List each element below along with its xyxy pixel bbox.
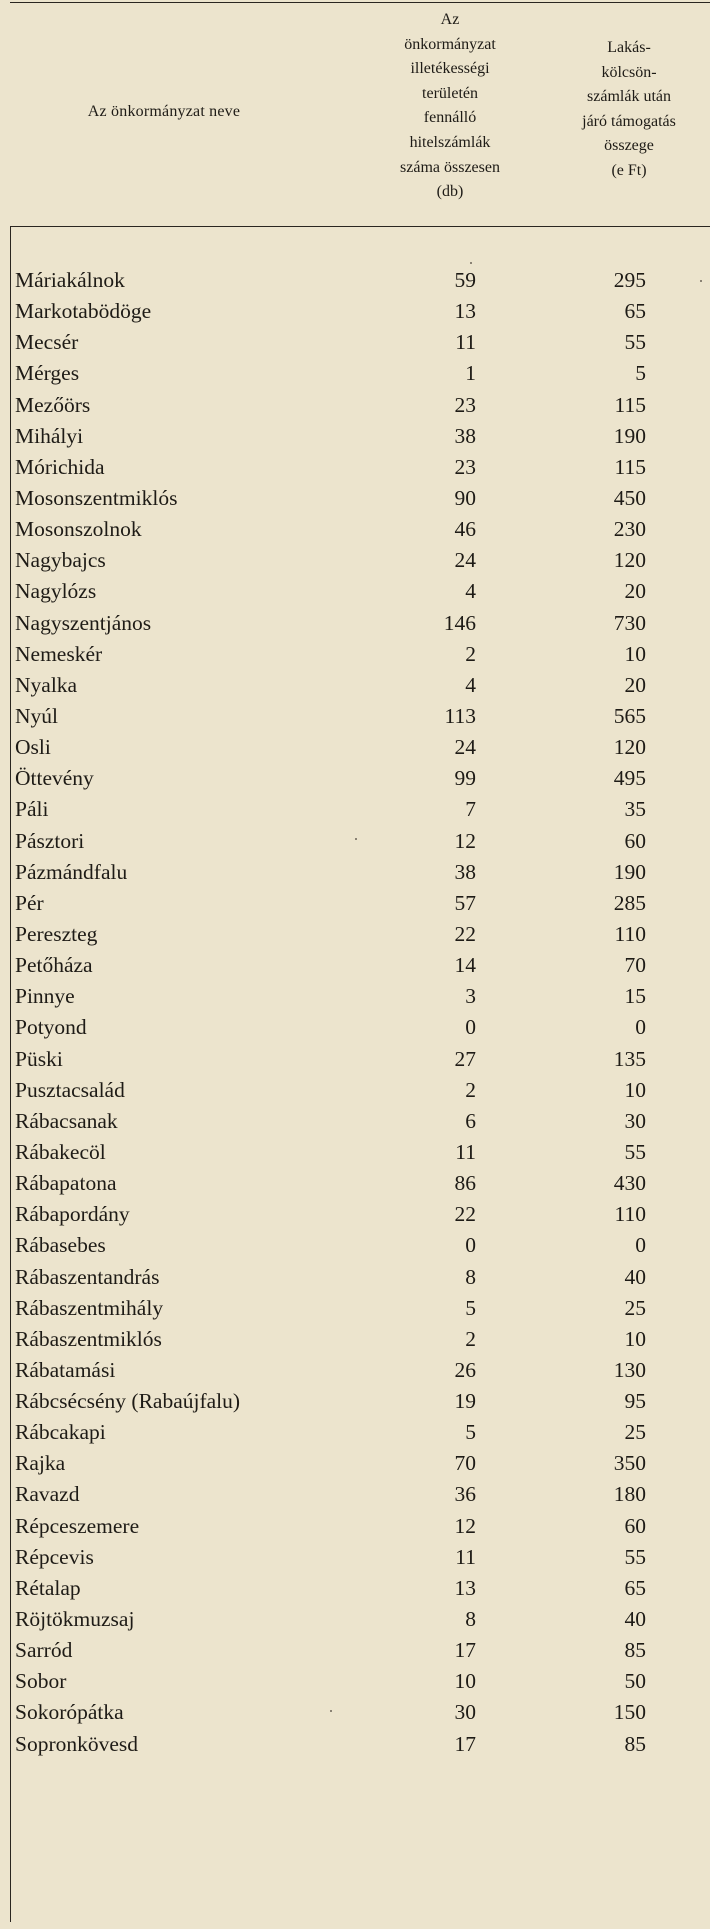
support-amount: 60 <box>624 1513 646 1538</box>
table-row <box>0 1137 710 1168</box>
header-line: Az <box>440 11 460 28</box>
table-row <box>0 265 710 296</box>
municipality-name: Rábapordány <box>15 1202 130 1227</box>
support-amount: 110 <box>614 1202 646 1227</box>
table-row <box>0 358 710 389</box>
table-row <box>0 327 710 358</box>
municipality-name: Rábasebes <box>15 1233 106 1258</box>
table-row <box>0 670 710 701</box>
support-amount: 565 <box>613 703 646 728</box>
header-count-column <box>360 8 540 205</box>
municipality-name: Osli <box>15 735 51 760</box>
table-row <box>0 732 710 763</box>
support-amount: 55 <box>624 1139 646 1164</box>
account-count: 1 <box>465 361 476 386</box>
account-count: 22 <box>454 921 476 946</box>
account-count: 22 <box>454 1202 476 1227</box>
support-amount: 730 <box>613 610 646 635</box>
table-row <box>0 1230 710 1261</box>
municipality-name: Potyond <box>15 1015 87 1040</box>
support-amount: 130 <box>613 1357 646 1382</box>
municipality-name: Mecsér <box>15 330 79 355</box>
municipality-name: Sopronkövesd <box>15 1731 139 1756</box>
municipality-name: Mosonszentmiklós <box>15 485 178 510</box>
table-row <box>0 1293 710 1324</box>
municipality-name: Pér <box>15 890 44 915</box>
account-count: 24 <box>454 548 476 573</box>
account-count: 23 <box>454 392 476 417</box>
account-count: 17 <box>454 1731 476 1756</box>
municipality-name: Öttevény <box>15 766 94 791</box>
header-line: számlák után <box>587 88 671 106</box>
support-amount: 55 <box>624 1544 646 1569</box>
table-row <box>0 826 710 857</box>
support-amount: 10 <box>624 641 646 666</box>
account-count: 26 <box>454 1357 476 1382</box>
table-row <box>0 1199 710 1230</box>
support-amount: 65 <box>624 1575 646 1600</box>
account-count: 27 <box>454 1046 476 1071</box>
support-amount: 10 <box>624 1077 646 1102</box>
table-row <box>0 1448 710 1479</box>
table-row <box>0 1697 710 1728</box>
municipality-name: Mérges <box>15 361 80 386</box>
support-amount: 115 <box>614 454 646 479</box>
table-row <box>0 452 710 483</box>
table-row <box>0 1417 710 1448</box>
header-line: hitelszámlák <box>409 133 491 151</box>
account-count: 4 <box>465 579 476 604</box>
municipality-name: Nyúl <box>15 703 58 728</box>
table-row <box>0 701 710 732</box>
table-row <box>0 1542 710 1573</box>
account-count: 70 <box>454 1451 476 1476</box>
account-count: 38 <box>454 423 476 448</box>
account-count: 2 <box>465 1077 476 1102</box>
table-row <box>0 1262 710 1293</box>
account-count: 23 <box>454 454 476 479</box>
municipality-name: Markotabödöge <box>15 299 152 324</box>
account-count: 19 <box>454 1389 476 1414</box>
account-count: 36 <box>454 1482 476 1507</box>
municipality-name: Röjtökmuzsaj <box>15 1607 135 1632</box>
municipality-name: Rábaszentandrás <box>15 1264 160 1289</box>
table-row <box>0 1729 710 1760</box>
support-amount: 35 <box>624 797 646 822</box>
support-amount: 30 <box>624 1108 646 1133</box>
table-row <box>0 1355 710 1386</box>
municipality-name: Rétalap <box>15 1575 81 1600</box>
paper-speck <box>470 262 472 264</box>
header-amount-column <box>548 36 710 184</box>
support-amount: 60 <box>624 828 646 853</box>
municipality-name: Máriakálnok <box>15 268 125 292</box>
support-amount: 120 <box>613 548 646 573</box>
account-count: 8 <box>465 1607 476 1632</box>
support-amount: 450 <box>613 485 646 510</box>
header-line: (e Ft) <box>611 161 647 179</box>
support-amount: 50 <box>624 1669 646 1694</box>
header-rule <box>10 226 710 227</box>
municipality-name: Mórichida <box>15 454 105 479</box>
account-count: 7 <box>465 797 476 822</box>
table-body <box>0 265 710 1760</box>
header-name-column: Az önkormányzat neve <box>87 103 241 120</box>
table-row <box>0 919 710 950</box>
table-row <box>0 1324 710 1355</box>
support-amount: 0 <box>635 1233 646 1258</box>
account-count: 17 <box>454 1638 476 1663</box>
account-count: 99 <box>454 766 476 791</box>
table-row <box>0 1168 710 1199</box>
municipality-name: Rábatamási <box>15 1357 116 1382</box>
header-line: fennálló <box>423 109 477 127</box>
support-amount: 85 <box>624 1638 646 1663</box>
municipality-name: Répceszemere <box>15 1513 140 1538</box>
account-count: 38 <box>454 859 476 884</box>
table-row <box>0 1012 710 1043</box>
account-count: 10 <box>454 1669 476 1694</box>
account-count: 6 <box>465 1108 476 1133</box>
table-row <box>0 763 710 794</box>
support-amount: 135 <box>613 1046 646 1071</box>
header-line: kölcsön- <box>601 63 657 81</box>
account-count: 11 <box>455 1544 476 1569</box>
support-amount: 25 <box>624 1420 646 1445</box>
municipality-name: Páli <box>15 797 49 822</box>
account-count: 5 <box>465 1420 476 1445</box>
table-row <box>0 390 710 421</box>
table-row <box>0 639 710 670</box>
municipality-name: Petőháza <box>15 953 93 978</box>
table-row <box>0 1386 710 1417</box>
account-count: 2 <box>465 641 476 666</box>
table-row <box>0 514 710 545</box>
support-amount: 40 <box>624 1607 646 1632</box>
municipality-name: Mosonszolnok <box>15 517 142 542</box>
table-header <box>0 8 710 226</box>
account-count: 46 <box>454 517 476 542</box>
header-line: száma összesen <box>400 158 500 176</box>
table-row <box>0 950 710 981</box>
support-amount: 40 <box>624 1264 646 1289</box>
municipality-name: Rábaszentmihály <box>15 1295 164 1320</box>
account-count: 0 <box>465 1233 476 1258</box>
support-amount: 15 <box>624 984 646 1009</box>
municipality-name: Ravazd <box>15 1482 80 1507</box>
municipality-name: Mihályi <box>15 423 84 448</box>
table-row <box>0 1573 710 1604</box>
table-row <box>0 421 710 452</box>
municipality-name: Rábaszentmiklós <box>15 1326 162 1351</box>
table-row <box>0 1479 710 1510</box>
support-amount: 70 <box>624 953 646 978</box>
support-amount: 190 <box>613 423 646 448</box>
account-count: 86 <box>454 1171 476 1196</box>
account-count: 146 <box>443 610 476 635</box>
account-count: 3 <box>465 984 476 1009</box>
paper-speck <box>355 838 357 840</box>
support-amount: 25 <box>624 1295 646 1320</box>
table-row <box>0 1635 710 1666</box>
municipality-name: Répcevis <box>15 1544 94 1569</box>
paper-speck <box>700 280 702 282</box>
municipality-name: Pusztacsalád <box>15 1077 125 1102</box>
table-row <box>0 1511 710 1542</box>
account-count: 11 <box>455 1139 476 1164</box>
municipality-name: Rábakecöl <box>15 1139 106 1164</box>
support-amount: 350 <box>613 1451 646 1476</box>
account-count: 57 <box>454 890 476 915</box>
municipality-name: Sobor <box>15 1669 67 1694</box>
account-count: 12 <box>454 1513 476 1538</box>
support-amount: 285 <box>613 890 646 915</box>
account-count: 4 <box>465 672 476 697</box>
municipality-name: Sarród <box>15 1638 73 1663</box>
table-row <box>0 483 710 514</box>
support-amount: 55 <box>624 330 646 355</box>
support-amount: 120 <box>613 735 646 760</box>
account-count: 59 <box>454 268 476 292</box>
table-row <box>0 1075 710 1106</box>
account-count: 14 <box>454 953 476 978</box>
municipality-name: Nemeskér <box>15 641 103 666</box>
account-count: 24 <box>454 735 476 760</box>
support-amount: 85 <box>624 1731 646 1756</box>
table-row <box>0 857 710 888</box>
support-amount: 20 <box>624 672 646 697</box>
support-amount: 190 <box>613 859 646 884</box>
top-rule <box>10 2 710 3</box>
header-line: összege <box>604 137 654 155</box>
municipality-name: Mezőörs <box>15 392 91 417</box>
table-row <box>0 1604 710 1635</box>
support-amount: 150 <box>613 1700 646 1725</box>
account-count: 113 <box>444 703 476 728</box>
table-row <box>0 794 710 825</box>
support-amount: 230 <box>613 517 646 542</box>
table-row <box>0 1044 710 1075</box>
support-amount: 5 <box>635 361 646 386</box>
table-row <box>0 576 710 607</box>
header-line: illetékességi <box>410 60 490 78</box>
header-line: járó támogatás <box>582 112 676 130</box>
table-row <box>0 981 710 1012</box>
table-row <box>0 1106 710 1137</box>
support-amount: 0 <box>635 1015 646 1040</box>
table-row <box>0 608 710 639</box>
municipality-name: Nagyszentjános <box>15 610 152 635</box>
account-count: 8 <box>465 1264 476 1289</box>
support-amount: 295 <box>613 268 646 292</box>
account-count: 12 <box>454 828 476 853</box>
municipality-name: Sokorópátka <box>15 1700 124 1725</box>
account-count: 30 <box>454 1700 476 1725</box>
municipality-name: Pásztori <box>15 828 85 853</box>
support-amount: 110 <box>614 921 646 946</box>
paper-speck <box>330 1710 332 1712</box>
municipality-name: Nyalka <box>15 672 78 697</box>
support-amount: 430 <box>613 1171 646 1196</box>
table-row <box>0 296 710 327</box>
municipality-name: Nagylózs <box>15 579 97 604</box>
account-count: 13 <box>454 299 476 324</box>
municipality-name: Pázmándfalu <box>15 859 128 884</box>
account-count: 11 <box>455 330 476 355</box>
municipality-name: Rábcakapi <box>15 1420 106 1445</box>
support-amount: 495 <box>613 766 646 791</box>
account-count: 5 <box>465 1295 476 1320</box>
support-amount: 95 <box>624 1389 646 1414</box>
header-line: területén <box>422 84 478 102</box>
municipality-name: Rábapatona <box>15 1171 117 1196</box>
account-count: 0 <box>465 1015 476 1040</box>
account-count: 13 <box>454 1575 476 1600</box>
account-count: 2 <box>465 1326 476 1351</box>
municipality-name: Rábacsanak <box>15 1108 118 1133</box>
municipality-name: Pinnye <box>15 984 75 1009</box>
support-amount: 180 <box>613 1482 646 1507</box>
support-amount: 20 <box>624 579 646 604</box>
municipality-name: Rajka <box>15 1451 66 1476</box>
support-amount: 65 <box>624 299 646 324</box>
municipality-name: Nagybajcs <box>15 548 106 573</box>
header-line: önkormányzat <box>404 35 496 53</box>
support-amount: 115 <box>614 392 646 417</box>
header-line: (db) <box>436 183 464 201</box>
support-amount: 10 <box>624 1326 646 1351</box>
table-row <box>0 1666 710 1697</box>
table-row <box>0 888 710 919</box>
municipality-name: Rábcsécsény (Rabaújfalu) <box>15 1389 241 1414</box>
table-row <box>0 545 710 576</box>
municipality-name: Pereszteg <box>15 921 98 946</box>
account-count: 90 <box>454 485 476 510</box>
municipality-name: Püski <box>15 1046 63 1071</box>
header-line: Lakás- <box>607 39 651 56</box>
